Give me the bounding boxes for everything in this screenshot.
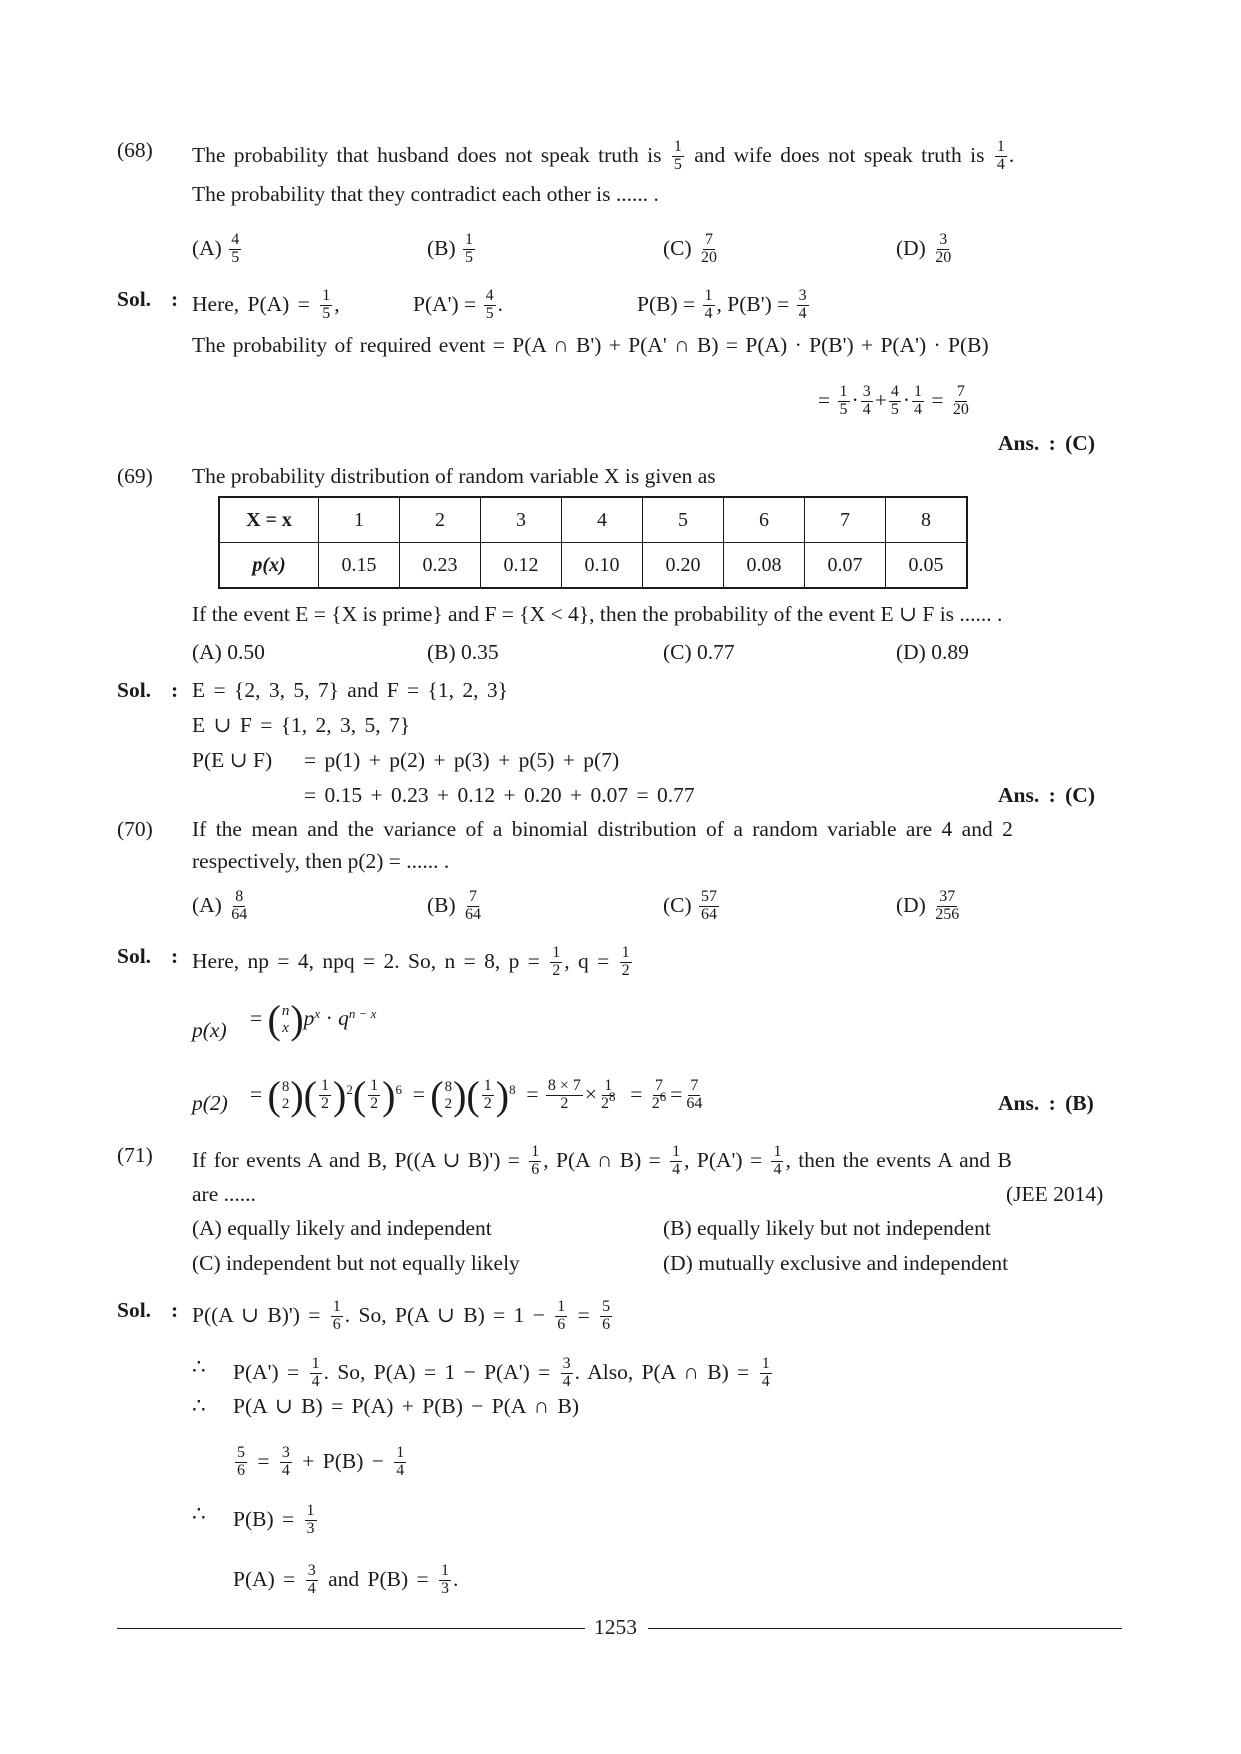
- option-d: (D) 0.89: [896, 640, 969, 664]
- question-number: (68): [117, 138, 153, 162]
- question-text: If the mean and the variance of a binomial distribution of a random variable are 4 and 2: [192, 817, 1013, 841]
- solution-line: P(A) = $\frac{3}{4}$ and P(B) = $\frac{1}{3}$ .: [233, 1562, 459, 1597]
- binomial-formula: = ( n x ) $p^x \cdot q^{n - x}$: [250, 997, 377, 1042]
- table-cell: 0.20: [643, 543, 724, 589]
- question-number: (71): [117, 1143, 153, 1167]
- solution-line: P(E ∪ F): [192, 748, 273, 772]
- therefore-symbol: ∴: [192, 1355, 206, 1379]
- fraction: $\frac{1}{4}$: [996, 138, 1005, 173]
- solution-line: P(B) = $\frac{1}{3}$: [233, 1502, 315, 1537]
- table-cell: 6: [724, 497, 805, 543]
- answer: Ans. : (C): [998, 783, 1095, 807]
- solution-line: The probability of required event = P(A ∩ B') + P(A' ∩ B) = P(A) · P(B') + P(A') · P(B): [192, 333, 989, 357]
- option-b: (B) $\frac{1}{5}$: [427, 231, 474, 266]
- table-cell: 0.23: [400, 543, 481, 589]
- formula-label: p(x): [192, 1018, 227, 1042]
- solution-colon: :: [171, 944, 179, 968]
- question-text: The probability that husband does not speak truth is $\frac{1}{5}$ and wife does not speak truth is $\frac{1}{4}$ .: [192, 138, 1015, 173]
- question-text: If for events A and B, P((A ∪ B)') = $\frac{1}{6}$ , P(A ∩ B) = $\frac{1}{4}$ , P(A') = $\frac{1}{4}$ , then the events A and B: [192, 1143, 1012, 1178]
- source-tag: (JEE 2014): [1006, 1182, 1104, 1206]
- option-c: (C) 0.77: [663, 640, 735, 664]
- answer: Ans. : (B): [998, 1091, 1094, 1115]
- distribution-table: [218, 496, 968, 589]
- question-text: The probability that they contradict each other is ...... .: [192, 182, 659, 206]
- table-cell: 4: [562, 497, 643, 543]
- footer-rule-right: [648, 1628, 1122, 1629]
- question-text: If the event E = {X is prime} and F = {X < 4}, then the probability of the event E ∪ F is ...... .: [192, 602, 1003, 626]
- question-text: are ......: [192, 1182, 256, 1206]
- option-c: (C) $\frac{57}{64}$: [663, 888, 718, 923]
- solution-line: P(A') = $\frac{1}{4}$ . So, P(A) = 1 − P(A') = $\frac{3}{4}$ . Also, P(A ∩ B) = $\frac{1}{4}$: [233, 1355, 770, 1390]
- solution-line: P(A ∪ B) = P(A) + P(B) − P(A ∩ B): [233, 1394, 580, 1418]
- solution-label: Sol.: [117, 287, 152, 311]
- solution-calc: = $\frac{1}{5}$ · $\frac{3}{4}$ + $\frac{4}{5}$ · $\frac{1}{4}$ = $\frac{7}{20}$: [818, 383, 969, 418]
- table-cell: 0.12: [481, 543, 562, 589]
- answer: Ans. : (C): [998, 431, 1095, 455]
- table-cell: 3: [481, 497, 562, 543]
- solution-line: E ∪ F = {1, 2, 3, 5, 7}: [192, 713, 411, 737]
- option-a: (A) $\frac{8}{64}$: [192, 888, 248, 923]
- question-text: The probability distribution of random variable X is given as: [192, 464, 716, 488]
- table-header-cell: p(x): [219, 543, 319, 589]
- page-number: 1253: [594, 1615, 637, 1639]
- table-cell: 7: [805, 497, 886, 543]
- therefore-symbol: ∴: [192, 1502, 206, 1526]
- solution-line: Here, np = 4, npq = 2. So, n = 8, p = $\frac{1}{2}$ , q = $\frac{1}{2}$: [192, 944, 630, 979]
- solution-line: Here, P(A) = $\frac{1}{5}$ ,: [192, 287, 340, 322]
- table-row: [219, 497, 967, 543]
- option-b: (B) equally likely but not independent: [663, 1216, 991, 1240]
- footer-rule-left: [117, 1628, 585, 1629]
- table-cell: 0.05: [886, 543, 968, 589]
- table-row: [219, 543, 967, 589]
- question-number: (69): [117, 464, 153, 488]
- therefore-symbol: ∴: [192, 1394, 206, 1418]
- option-a: (A) equally likely and independent: [192, 1216, 492, 1240]
- option-c: (C) $\frac{7}{20}$: [663, 231, 718, 266]
- solution-line: = 0.15 + 0.23 + 0.12 + 0.20 + 0.07 = 0.77: [304, 783, 695, 807]
- solution-line: = p(1) + p(2) + p(3) + p(5) + p(7): [304, 748, 620, 772]
- solution-line: P((A ∪ B)') = $\frac{1}{6}$ . So, P(A ∪ B) = 1 − $\frac{1}{6}$ = $\frac{5}{6}$: [192, 1298, 611, 1333]
- table-cell: 1: [319, 497, 400, 543]
- solution-label: Sol.: [117, 1298, 152, 1322]
- table-cell: 5: [643, 497, 724, 543]
- table-cell: 0.08: [724, 543, 805, 589]
- table-cell: 8: [886, 497, 968, 543]
- solution-line: E = {2, 3, 5, 7} and F = {1, 2, 3}: [192, 678, 508, 702]
- binomial-calc: = ( 8 2 ) ( $\frac{1}{2}$ ) $^2$ ( $\frac{1}{2}$ ) $^6$ = ( 8 2 ) ( $\frac{1}{2}$ ) $^8$ = $\frac{8 \times 7}{2}$ × $\frac{1}{2^8}$ = $\frac{7}{2^6}$ = $\frac{7}{64}$: [250, 1073, 703, 1118]
- option-b: (B) $\frac{7}{64}$: [427, 888, 482, 923]
- solution-colon: :: [171, 1298, 179, 1322]
- option-b: (B) 0.35: [427, 640, 499, 664]
- formula-label: p(2): [192, 1091, 228, 1115]
- table-cell: 0.10: [562, 543, 643, 589]
- option-d: (D) $\frac{3}{20}$: [896, 231, 952, 266]
- option-c: (C) independent but not equally likely: [192, 1251, 520, 1275]
- question-text: respectively, then p(2) = ...... .: [192, 849, 450, 873]
- solution-line: P(A') = $\frac{4}{5}$ .: [413, 287, 503, 322]
- solution-label: Sol.: [117, 678, 152, 702]
- fraction: $\frac{1}{5}$: [673, 138, 682, 173]
- solution-line: P(B) = $\frac{1}{4}$ , P(B') = $\frac{3}{4}$: [637, 287, 807, 322]
- option-d: (D) $\frac{37}{256}$: [896, 888, 960, 923]
- option-d: (D) mutually exclusive and independent: [663, 1251, 1009, 1275]
- solution-label: Sol.: [117, 944, 152, 968]
- table-cell: 0.07: [805, 543, 886, 589]
- table-cell: 0.15: [319, 543, 400, 589]
- table-cell: 2: [400, 497, 481, 543]
- option-a: (A) 0.50: [192, 640, 265, 664]
- solution-colon: :: [171, 287, 179, 311]
- table-header-cell: X = x: [219, 497, 319, 543]
- solution-line: $\frac{5}{6}$ = $\frac{3}{4}$ + P(B) − $\frac{1}{4}$: [237, 1444, 405, 1479]
- question-number: (70): [117, 817, 153, 841]
- solution-colon: :: [171, 678, 179, 702]
- option-a: (A) $\frac{4}{5}$: [192, 231, 240, 266]
